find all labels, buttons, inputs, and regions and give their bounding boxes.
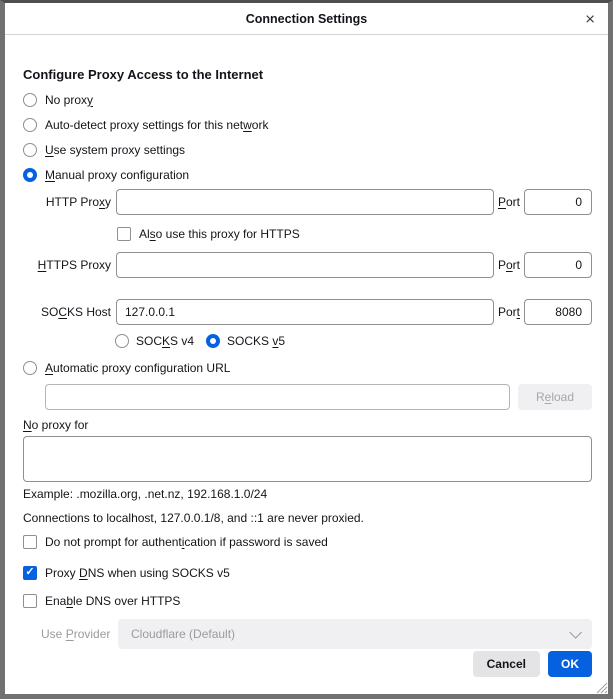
titlebar [5, 3, 608, 35]
https-proxy-row [23, 252, 592, 278]
radio-label: Auto-detect proxy settings for this network [45, 117, 269, 132]
doh-provider-row [41, 619, 592, 649]
https-port-input[interactable] [524, 252, 592, 278]
use-provider-label: Use Provider [41, 627, 111, 641]
radio-label: Automatic proxy configuration URL [45, 360, 231, 375]
dialog-content [5, 35, 608, 694]
checkbox-label: Proxy DNS when using SOCKS v5 [45, 565, 230, 580]
radio-label: SOCKS v5 [227, 333, 286, 348]
auto-url-row [45, 384, 592, 410]
radio-icon [115, 334, 129, 348]
checkbox-proxy-dns[interactable] [23, 565, 592, 580]
http-proxy-row [23, 189, 592, 215]
provider-select[interactable] [118, 619, 592, 649]
radio-icon-selected [206, 334, 220, 348]
checkbox-enable-doh[interactable] [23, 593, 592, 608]
no-proxy-for-label: No proxy for [23, 418, 89, 432]
radio-label: SOCKS v4 [136, 333, 195, 348]
socks-host-label: SOCKS Host [40, 305, 111, 319]
radio-no-proxy[interactable] [23, 87, 592, 112]
ok-button[interactable]: OK [548, 651, 592, 677]
page-title: Configure Proxy Access to the Internet [23, 67, 264, 82]
radio-auto-url[interactable] [23, 355, 592, 380]
checkbox-icon [23, 535, 37, 549]
chevron-down-icon [569, 626, 582, 639]
http-proxy-input[interactable] [116, 189, 494, 215]
resize-grip[interactable] [594, 680, 608, 694]
manual-proxy-section [23, 189, 592, 348]
checkbox-checked-icon [23, 566, 37, 580]
socks-port-label: Port [497, 305, 520, 319]
radio-auto-detect[interactable] [23, 112, 592, 137]
checkbox-icon [117, 227, 131, 241]
radio-socks-v5[interactable] [206, 334, 285, 348]
radio-icon [23, 361, 37, 375]
example-hint: Example: .mozilla.org, .net.nz, 192.168.1.0/24 [23, 487, 268, 501]
provider-selected-value: Cloudflare (Default) [131, 627, 236, 641]
checkmark-icon: ✓ [25, 566, 35, 578]
radio-system-proxy[interactable] [23, 137, 592, 162]
no-proxy-textarea[interactable] [23, 436, 592, 482]
radio-manual-proxy[interactable] [23, 162, 592, 187]
dialog-title: Connection Settings [245, 11, 368, 26]
auto-url-input[interactable] [45, 384, 510, 410]
checkbox-label: Enable DNS over HTTPS [45, 593, 181, 608]
socks-version-group [115, 333, 592, 348]
http-port-input[interactable] [524, 189, 592, 215]
http-port-label: Port [497, 195, 520, 209]
https-port-label: Port [497, 258, 520, 272]
cancel-button[interactable]: Cancel [473, 651, 540, 677]
radio-label: Manual proxy configuration [45, 167, 190, 182]
https-proxy-label: HTTPS Proxy [37, 258, 111, 272]
radio-icon-selected [23, 168, 37, 182]
checkbox-also-https[interactable] [117, 226, 592, 241]
radio-label: No proxy [45, 92, 94, 107]
checkbox-icon [23, 594, 37, 608]
socks-host-row [23, 299, 592, 325]
radio-icon [23, 93, 37, 107]
localhost-hint: Connections to localhost, 127.0.0.1/8, and ::1 are never proxied. [23, 511, 364, 525]
dialog-buttons [23, 651, 592, 677]
socks-port-input[interactable] [524, 299, 592, 325]
http-proxy-label: HTTP Proxy [45, 195, 111, 209]
close-icon[interactable]: × [585, 9, 595, 28]
socks-host-input[interactable] [116, 299, 494, 325]
checkbox-label: Also use this proxy for HTTPS [139, 226, 300, 241]
checkbox-no-prompt-auth[interactable] [23, 534, 592, 549]
radio-label: Use system proxy settings [45, 142, 186, 157]
radio-icon [23, 118, 37, 132]
https-proxy-input[interactable] [116, 252, 494, 278]
radio-socks-v4[interactable] [115, 334, 194, 348]
radio-icon [23, 143, 37, 157]
reload-button[interactable]: Reload [518, 384, 592, 410]
checkbox-label: Do not prompt for authentication if password is saved [45, 534, 328, 549]
